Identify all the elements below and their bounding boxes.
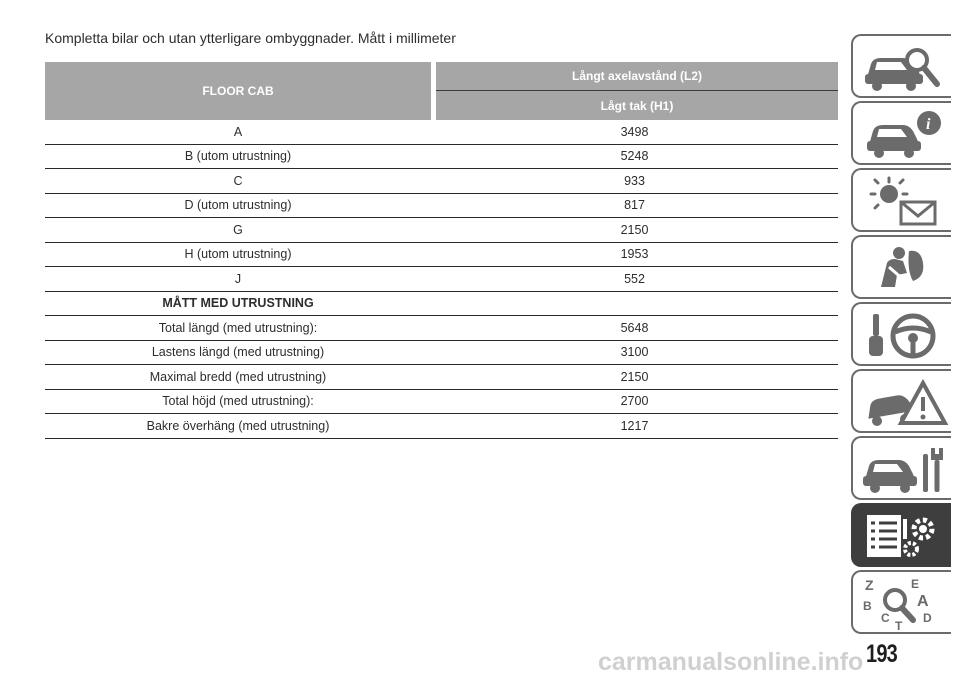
row-label: B (utom utrustning): [184, 149, 292, 164]
tab-starting-driving[interactable]: [851, 302, 951, 366]
row-value: 933: [624, 173, 645, 188]
svg-text:E: E: [911, 577, 920, 591]
tab-technical-data[interactable]: [851, 503, 951, 567]
row-value: 2700: [620, 394, 649, 409]
page-number: 193: [866, 640, 897, 668]
car-tools-icon: [859, 442, 949, 496]
svg-text:B: B: [863, 599, 872, 613]
row-value: 1217: [620, 418, 649, 433]
row-value: 817: [624, 198, 645, 213]
table-row: [45, 243, 838, 268]
row-value: 5648: [620, 320, 649, 335]
row-value: 5248: [620, 149, 649, 164]
row-label: J: [234, 271, 242, 286]
header-floor-cab: FLOOR CAB: [202, 84, 274, 98]
alphabetical-index-search-icon: [859, 576, 949, 630]
header-wheelbase: Långt axelavstånd (L2): [436, 62, 838, 91]
row-label: C: [233, 173, 243, 188]
tab-maintenance[interactable]: [851, 436, 951, 500]
row-label: Total höjd (med utrustning):: [162, 394, 314, 409]
tab-car-info[interactable]: [851, 101, 951, 165]
svg-text:A: A: [917, 593, 929, 610]
table-row: [45, 145, 838, 170]
table-row: [45, 169, 838, 194]
table-body: [45, 120, 838, 439]
row-label: D (utom utrustning): [184, 198, 292, 213]
row-label: Lastens längd (med utrustning): [151, 345, 325, 360]
tab-warning-lights[interactable]: [851, 168, 951, 232]
seat-airbag-icon: [859, 241, 949, 295]
header-roof: Lågt tak (H1): [600, 98, 674, 113]
table-row: [45, 218, 838, 243]
tab-index[interactable]: [851, 570, 951, 634]
watermark: carmanualsonline.info: [598, 648, 864, 676]
svg-text:D: D: [923, 611, 932, 625]
table-row: [45, 390, 838, 415]
row-label: Bakre överhäng (med utrustning): [146, 418, 330, 433]
svg-text:i: i: [926, 116, 931, 133]
row-value: 552: [624, 271, 645, 286]
table-row: [45, 267, 838, 292]
row-label: Maximal bredd (med utrustning): [149, 369, 327, 384]
row-label: A: [233, 124, 243, 139]
row-label: MÅTT MED UTRUSTNING: [162, 296, 314, 311]
row-value: 3498: [620, 124, 649, 139]
row-value: 1953: [620, 247, 649, 262]
car-info-icon: [859, 107, 949, 161]
row-value: 2150: [620, 369, 649, 384]
table-row: [45, 316, 838, 341]
svg-text:C: C: [881, 611, 890, 625]
row-label: H (utom utrustning): [184, 247, 292, 262]
intro-text: Kompletta bilar och utan ytterligare ombyggnader. Mått i millimeter: [45, 30, 456, 46]
car-search-icon: [859, 40, 949, 94]
row-label: Total längd (med utrustning):: [158, 320, 318, 335]
table-row: [45, 365, 838, 390]
svg-text:T: T: [895, 619, 903, 630]
tab-emergency[interactable]: [851, 369, 951, 433]
row-value: 3100: [620, 345, 649, 360]
tab-safety[interactable]: [851, 235, 951, 299]
svg-text:Z: Z: [865, 577, 874, 593]
key-steering-wheel-icon: [859, 308, 949, 362]
warning-light-message-icon: [859, 174, 949, 228]
table-row: [45, 414, 838, 439]
row-label: G: [233, 222, 243, 237]
table-row: [45, 194, 838, 219]
table-row: [45, 120, 838, 145]
row-value: 2150: [620, 222, 649, 237]
car-accident-warning-icon: [859, 375, 949, 429]
technical-data-gear-icon: [859, 509, 949, 563]
tab-car-search[interactable]: [851, 34, 951, 98]
table-section-heading: [45, 292, 838, 317]
table-header: [45, 62, 838, 120]
table-row: [45, 341, 838, 366]
dimensions-table: [45, 62, 838, 439]
